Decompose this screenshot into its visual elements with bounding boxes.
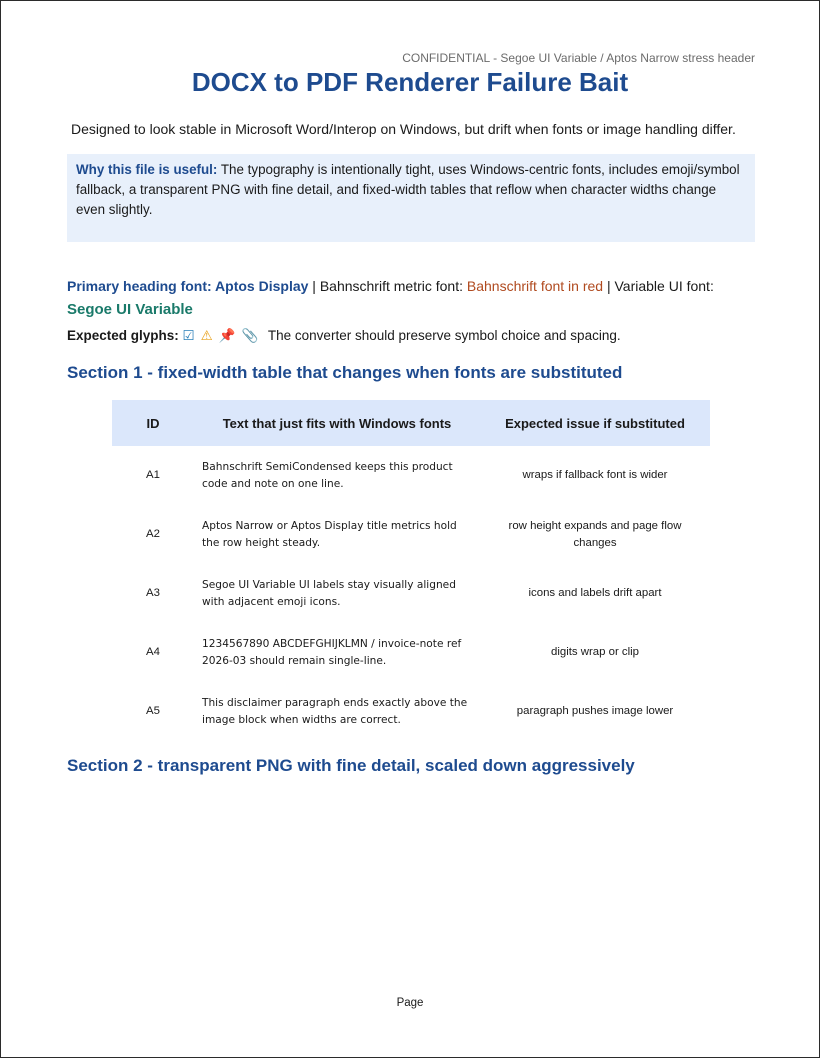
table-header-text: Text that just fits with Windows fonts [194,400,480,446]
row-text: This disclaimer paragraph ends exactly above the image block when widths are correct. [202,696,468,726]
primary-font-label: Primary heading font: Aptos Display [67,278,309,294]
page-footer: Page [396,997,424,1009]
glyphs-label: Expected glyphs: [67,328,179,343]
row-id: A3 [146,587,160,599]
glyphs-description: The converter should preserve symbol choice and spacing. [267,328,621,343]
row-id: A4 [146,646,160,658]
expected-glyphs-line [67,328,621,344]
table-row [112,682,710,741]
section-1-heading: Section 1 - fixed-width table that changes when fonts are substituted [67,363,623,382]
fonts-separator-2: | Variable UI font: [603,278,714,294]
table-row [112,505,710,564]
row-issue: wraps if fallback font is wider [522,469,668,481]
row-text: Bahnschrift SemiCondensed keeps this product code and note on one line. [202,460,453,490]
bahnschrift-sample: Bahnschrift font in red [466,278,604,294]
segoe-sample: Segoe UI Variable [67,301,193,318]
table-header-id: ID [112,400,194,446]
header-note: CONFIDENTIAL - Segoe UI Variable / Aptos Narrow stress header [402,51,755,65]
row-id: A2 [146,528,160,540]
fixed-width-table [112,400,710,741]
subtitle: Designed to look stable in Microsoft Word/Interop on Windows, but drift when fonts or image handling differ. [71,121,736,137]
row-id: A1 [146,469,160,481]
callout-text: The typography is intentionally tight, uses Windows-centric fonts, includes emoji/symbol fallback, a transparent PNG with fine detail, and fixed-width tables that reflow when character widths change even slightly. [76,162,740,217]
pushpin-icon: 📌 [218,328,236,343]
fonts-separator-1: | Bahnschrift metric font: [308,278,467,294]
row-issue: row height expands and page flow changes [508,519,682,549]
fonts-line [67,275,747,321]
checkbox-icon: ☑ [182,328,195,343]
row-id: A5 [146,705,160,717]
row-text: 1234567890 ABCDEFGHIJKLMN / invoice-note ref 2026-03 should remain single-line. [202,637,462,667]
table-row [112,564,710,623]
callout-box [67,154,755,242]
callout-lead: Why this file is useful: [76,162,218,177]
table-row [112,446,710,505]
row-text: Segoe UI Variable UI labels stay visually aligned with adjacent emoji icons. [202,578,456,608]
table-header-issue: Expected issue if substituted [480,400,710,446]
paperclip-icon: 📎 [241,328,259,343]
row-text: Aptos Narrow or Aptos Display title metrics hold the row height steady. [202,519,457,549]
page-title: DOCX to PDF Renderer Failure Bait [191,67,629,97]
table-header-row [112,400,710,446]
row-issue: digits wrap or clip [551,646,639,658]
table-row [112,623,710,682]
section-2-heading: Section 2 - transparent PNG with fine detail, scaled down aggressively [67,756,635,775]
row-issue: icons and labels drift apart [528,587,662,599]
warning-icon: ⚠ [200,328,213,343]
row-issue: paragraph pushes image lower [516,705,674,717]
